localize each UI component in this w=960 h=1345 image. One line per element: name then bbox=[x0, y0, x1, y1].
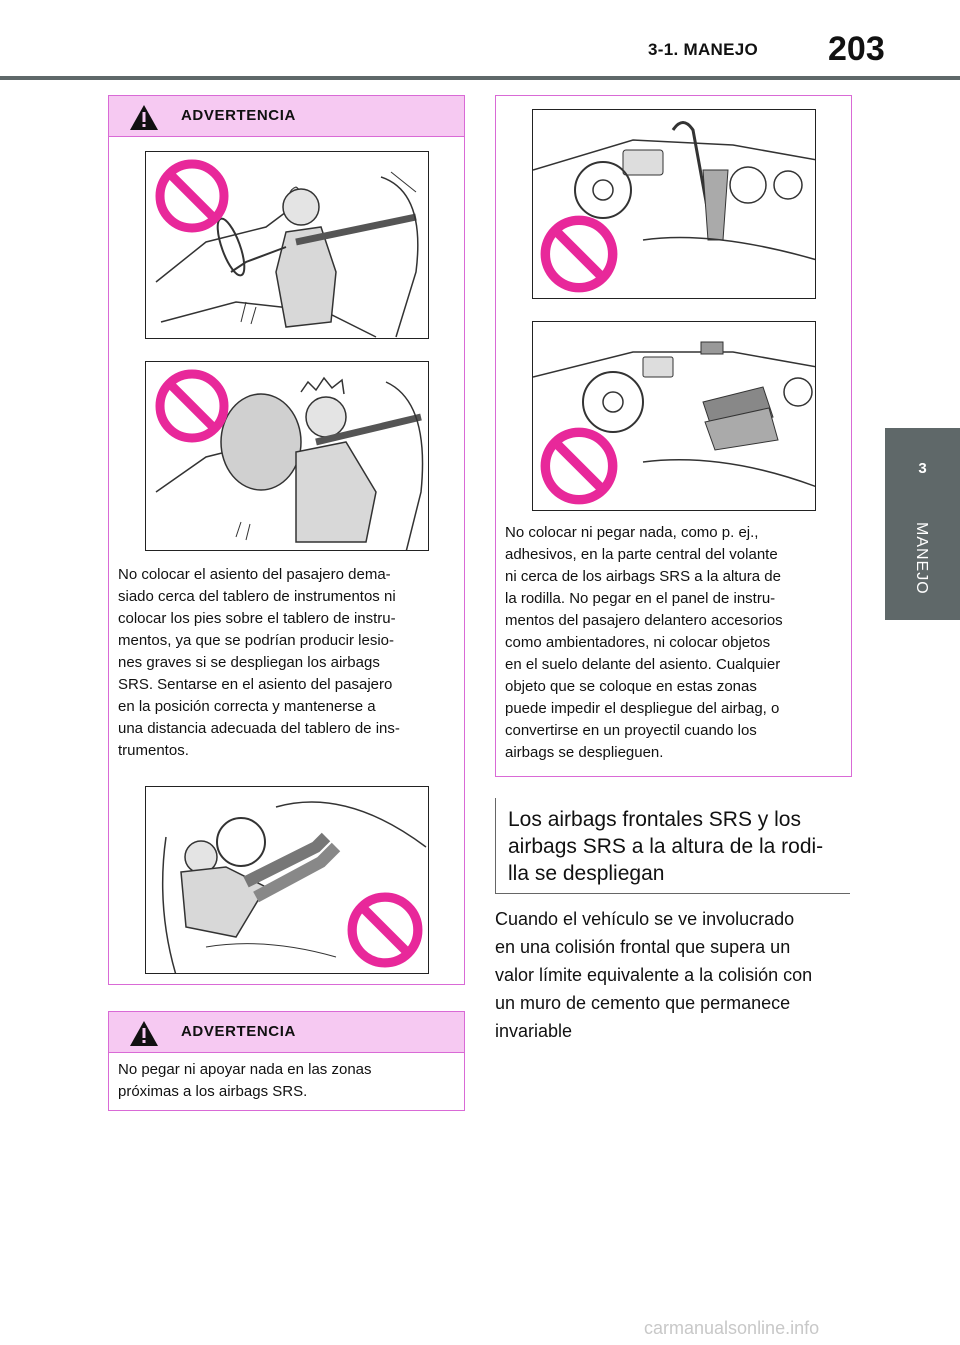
warning-header bbox=[109, 96, 464, 137]
chapter-number: 3 bbox=[918, 459, 927, 477]
warning-heading: ADVERTENCIA bbox=[181, 1023, 296, 1040]
chapter-number-tab[interactable] bbox=[885, 428, 960, 508]
warning-box-2 bbox=[108, 1011, 465, 1111]
warning-box-right bbox=[495, 95, 852, 777]
prohibition-sign-icon bbox=[539, 214, 619, 294]
warning-box-1 bbox=[108, 95, 465, 985]
section-title: 3-1. MANEJO bbox=[648, 40, 759, 59]
chapter-label: MANEJO bbox=[913, 522, 930, 595]
warning-heading: ADVERTENCIA bbox=[181, 107, 296, 124]
illustration-object-on-console bbox=[532, 109, 816, 299]
section-heading: Los airbags frontales SRS y los airbags SRS a la altura de la rodi- lla se despliegan bbox=[495, 798, 850, 894]
warning-text: No colocar ni pegar nada, como p. ej., adhesivos, en la parte central del volante ni cerca de los airbags SRS a la altura de la rodilla. No pegar en el panel de instru- mentos del pasajero delantero accesorios como ambientadores, ni colocar objetos en el suelo delante del asiento. Cualquier objeto que se coloque en estas zonas puede impedir el despliegue del airbag, o convertirse en un proyectil cuando los airbags se desplieguen. bbox=[505, 524, 783, 761]
warning-header bbox=[109, 1012, 464, 1053]
illustration-feet-on-dashboard bbox=[145, 786, 429, 974]
prohibition-sign-icon bbox=[539, 426, 619, 506]
warning-text: No pegar ni apoyar nada en las zonas próximas a los airbags SRS. bbox=[118, 1061, 372, 1100]
warning-triangle-icon bbox=[129, 1020, 159, 1047]
illustration-airbag-deploy bbox=[145, 361, 429, 551]
prohibition-sign-icon bbox=[154, 158, 230, 234]
illustration-objects-dashboard bbox=[532, 321, 816, 511]
illustration-seated-too-close bbox=[145, 151, 429, 339]
warning-triangle-icon bbox=[129, 104, 159, 131]
prohibition-sign-icon bbox=[346, 891, 424, 969]
page-number: 203 bbox=[828, 30, 885, 68]
prohibition-sign-icon bbox=[154, 368, 230, 444]
watermark: carmanualsonline.info bbox=[644, 1318, 820, 1338]
warning-text: No colocar el asiento del pasajero dema- siado cerca del tablero de instrumentos ni colocar los pies sobre el tablero de instru- mentos, ya que se podrían producir lesio- nes graves si se despliegan los airbags SRS. Sentarse en el asiento del pasajero en la posición correcta y mantenerse a una distancia adecuada del tablero de ins- trumentos. bbox=[118, 566, 400, 759]
body-paragraph: Cuando el vehículo se ve involucrado en una colisión frontal que supera un valor límite equivalente a la colisión con un muro de cemento que permanece invariable bbox=[495, 909, 813, 1041]
header-rule bbox=[0, 76, 960, 80]
